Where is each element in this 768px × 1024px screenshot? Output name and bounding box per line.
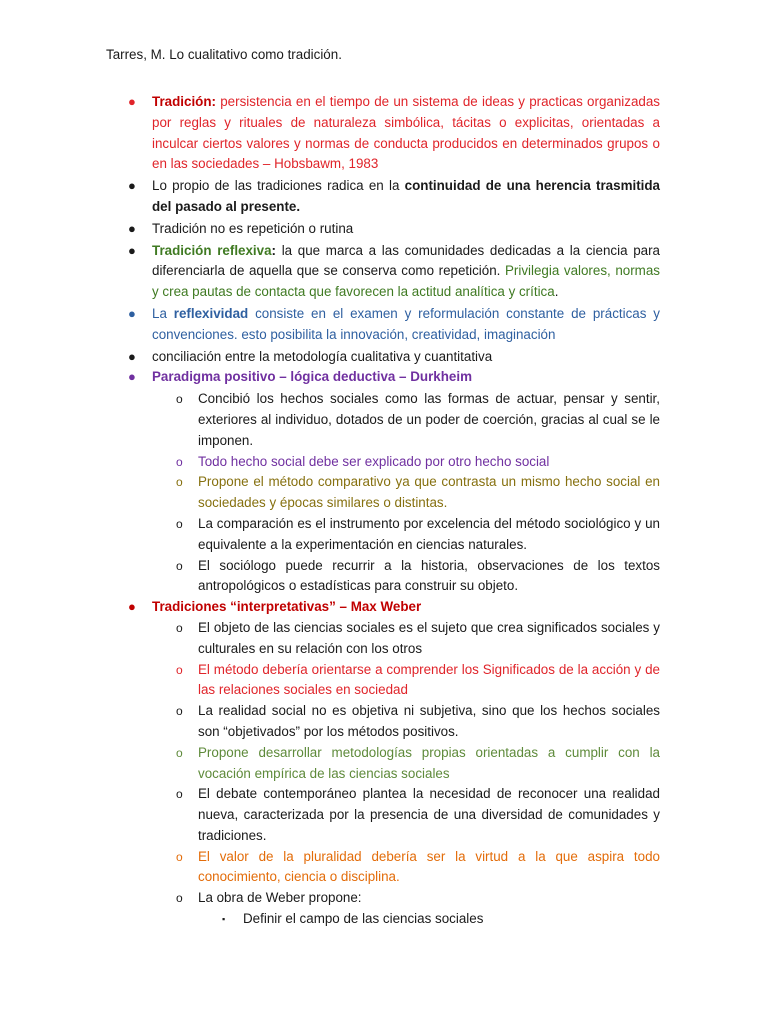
circle-marker: o [176, 454, 183, 469]
item-text: Tradición no es repetición o rutina [152, 220, 354, 236]
item-text: la que marca a las comunidades dedicadas a la ciencia para diferenciarla de aquella que se conserva como repetición. [152, 242, 660, 279]
sub-item-metodo-comparativo [0, 472, 768, 514]
circle-marker: o [176, 745, 183, 760]
circle-marker: o [176, 891, 183, 906]
sub-item-debate [0, 784, 768, 846]
sub-sub-item-definir-campo [0, 909, 768, 930]
item-pre: La [152, 305, 174, 321]
item-text: Lo propio de las tradiciones radica en la [152, 178, 405, 194]
sub-item-metodo-significados [0, 660, 768, 702]
term-tradicion: Tradición: [152, 94, 216, 109]
section-heading: Paradigma positivo – lógica deductiva – Durkheim [152, 369, 472, 385]
list-item-no-repeticion [0, 219, 768, 240]
circle-marker: o [176, 849, 183, 864]
item-text: El debate contemporáneo plantea la necesidad de reconocer una realidad nueva, caracterizada por la presencia de una diversidad de comunidades y tradiciones. [198, 786, 660, 843]
sub-item-metodologias [0, 743, 768, 785]
term-colon: : [271, 242, 277, 258]
item-text: El método debería orientarse a comprender los Significados de la acción y de las relaciones sociales en sociedad [198, 661, 660, 698]
item-text: Propone el método comparativo ya que contrasta un mismo hecho social en sociedades y épocas similares o distintas. [198, 474, 660, 511]
circle-marker: o [176, 662, 183, 677]
item-text: persistencia en el tiempo de un sistema de ideas y practicas organizadas por reglas y rituales de naturaleza simbólica, tácitas o explicitas, orientadas a inculcar ciertos valores y normas de conducta producidos en determinados grupos o en las sociedades – Hobsbawm, 1983 [152, 94, 660, 172]
sub-item-sociologo [0, 556, 768, 598]
section-heading: Tradiciones “interpretativas” – Max Weber [152, 599, 422, 615]
bullet-marker: ● [128, 220, 136, 236]
item-text: consiste en el examen y reformulación constante de prácticas y convenciones. esto posibilita la innovación, creatividad, imaginación [152, 305, 660, 342]
item-text: El objeto de las ciencias sociales es el sujeto que crea significados sociales y culturales en su relación con los otros [198, 619, 660, 656]
item-text: Propone desarrollar metodologías propias orientadas a cumplir con la vocación empírica de las ciencias sociales [198, 744, 660, 781]
list-item-tradicion-reflexiva [0, 241, 768, 303]
item-green-text: Privilegia valores, normas y crea pautas de contacta que favorecen la actitud analítica y crítica [152, 263, 660, 300]
circle-marker: o [176, 516, 183, 531]
circle-marker: o [176, 704, 183, 719]
item-text: Todo hecho social debe ser explicado por otro hecho social [198, 453, 550, 469]
list-item-tradicion [0, 92, 768, 175]
item-text: Concibió los hechos sociales como las formas de actuar, pensar y sentir, exteriores al individuo, dotados de un poder de coerción, gracias al cual se le imponen. [198, 391, 660, 448]
document-body [0, 92, 768, 930]
bullet-marker: ● [128, 599, 136, 615]
item-text: conciliación entre la metodología cualitativa y cuantitativa [152, 348, 493, 364]
bullet-marker: ● [128, 178, 136, 194]
sub-item-hechos-sociales [0, 389, 768, 451]
sub-item-pluralidad [0, 847, 768, 889]
item-text: La obra de Weber propone: [198, 890, 362, 906]
list-item-reflexividad [0, 304, 768, 346]
bullet-marker: ● [128, 369, 136, 385]
item-text: El valor de la pluralidad debería ser la virtud a la que aspira todo conocimiento, ciencia o disciplina. [198, 848, 660, 885]
bullet-marker: ● [128, 305, 136, 321]
list-item-continuidad [0, 176, 768, 218]
bullet-marker: ● [128, 348, 136, 364]
term-reflexividad: reflexividad [173, 305, 249, 321]
item-text: El sociólogo puede recurrir a la historia, observaciones de los textos antropológicos o estadísticas para construir su objeto. [198, 557, 660, 594]
list-item-conciliacion [0, 347, 768, 368]
bullet-marker: ● [128, 242, 136, 258]
circle-marker: o [176, 620, 183, 635]
list-item-tradiciones-interpretativas [0, 597, 768, 618]
square-marker: ▪ [222, 914, 226, 925]
item-text: La comparación es el instrumento por excelencia del método sociológico y un equivalente a la experimentación en ciencias naturales. [198, 515, 660, 552]
sub-item-obra-weber [0, 888, 768, 909]
list-item-paradigma-positivo [0, 367, 768, 388]
item-end: . [554, 284, 559, 300]
item-text: Definir el campo de las ciencias sociales [243, 911, 484, 927]
sub-item-objeto [0, 618, 768, 660]
sub-item-hecho-social [0, 452, 768, 473]
circle-marker: o [176, 558, 183, 573]
document-header: Tarres, M. Lo cualitativo como tradición. [106, 47, 342, 62]
circle-marker: o [176, 787, 183, 802]
bullet-marker: ● [128, 94, 136, 109]
circle-marker: o [176, 392, 183, 407]
sub-item-realidad-social [0, 701, 768, 743]
sub-item-comparacion [0, 514, 768, 556]
term-tradicion-reflexiva: Tradición reflexiva [152, 242, 272, 258]
item-bold-text: continuidad de una herencia trasmitida del pasado al presente. [152, 178, 661, 214]
item-text: La realidad social no es objetiva ni subjetiva, sino que los hechos sociales son “objetivados” por los métodos positivos. [198, 703, 660, 739]
circle-marker: o [176, 475, 183, 490]
